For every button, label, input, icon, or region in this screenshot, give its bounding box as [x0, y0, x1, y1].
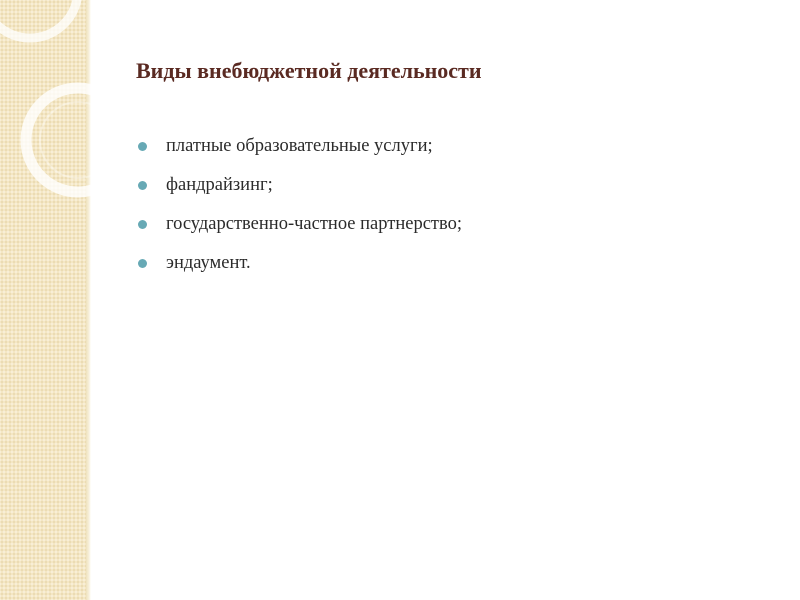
list-item: [136, 136, 462, 175]
list-item: [136, 253, 462, 292]
bullet-dot-icon: [138, 142, 147, 151]
list-item-text: эндаумент.: [166, 253, 251, 273]
ring-decoration-graphic: [0, 0, 91, 600]
bullet-dot-icon: [138, 259, 147, 268]
bullet-list: [136, 136, 462, 292]
list-item-text: фандрайзинг;: [166, 175, 273, 195]
slide-title: Виды внебюджетной деятельности: [136, 58, 482, 83]
list-item-text: государственно-частное партнерство;: [166, 214, 462, 234]
list-item: [136, 175, 462, 214]
ring-decoration: [0, 0, 91, 600]
list-item: [136, 214, 462, 253]
bullet-dot-icon: [138, 181, 147, 190]
bullet-dot-icon: [138, 220, 147, 229]
list-item-text: платные образовательные услуги;: [166, 136, 433, 156]
